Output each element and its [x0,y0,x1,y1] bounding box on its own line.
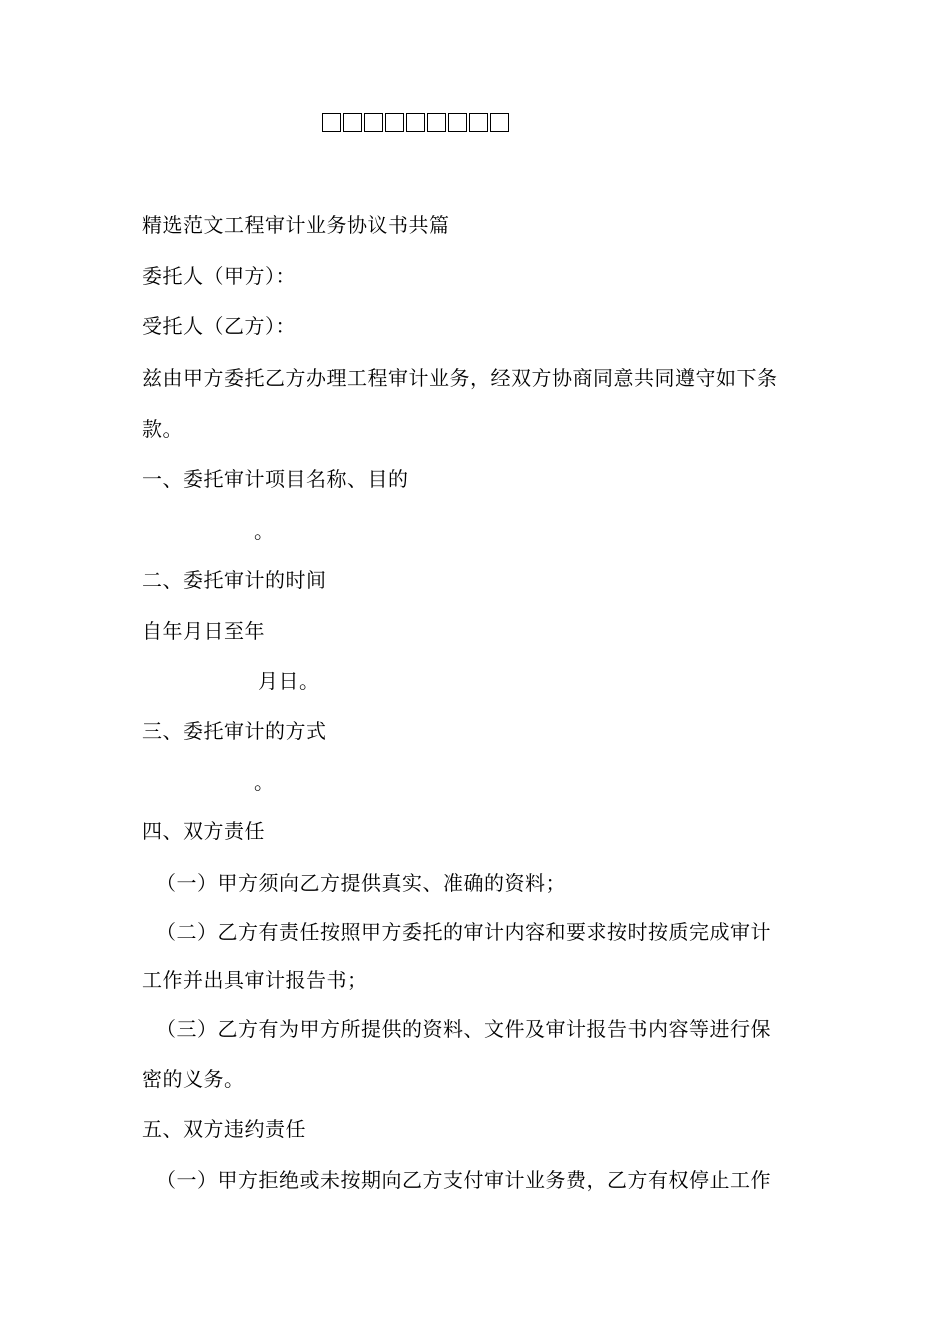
section-heading-4: 四、双方责任 [142,819,265,843]
audit-period-line: 自年月日至年 [142,619,265,643]
document-title-missing-glyphs [322,113,509,132]
section-heading-1: 一、委托审计项目名称、目的 [142,467,409,491]
client-party-a-line: 委托人（甲方）： [142,264,296,288]
clause-4-1: （一）甲方须向乙方提供真实、准确的资料； [156,871,566,895]
missing-glyph-box [343,113,362,132]
preamble-line: 兹由甲方委托乙方办理工程审计业务，经双方协商同意共同遵守如下条 [142,366,778,390]
section-3-blank-period: 。 [254,770,275,794]
missing-glyph-box [385,113,404,132]
preamble-line-end: 款。 [142,417,183,441]
clause-4-3: （三）乙方有为甲方所提供的资料、文件及审计报告书内容等进行保 [156,1017,771,1041]
subtitle-line: 精选范文工程审计业务协议书共篇 [142,213,450,237]
missing-glyph-box [322,113,341,132]
trustee-party-b-line: 受托人（乙方）： [142,314,296,338]
section-heading-2: 二、委托审计的时间 [142,568,327,592]
clause-4-3-continued: 密的义务。 [142,1067,245,1091]
clause-4-2-continued: 工作并出具审计报告书； [142,968,368,992]
missing-glyph-box [427,113,446,132]
missing-glyph-box [469,113,488,132]
missing-glyph-box [406,113,425,132]
audit-period-line-end: 月日。 [258,669,320,693]
section-heading-5: 五、双方违约责任 [142,1117,306,1141]
section-heading-3: 三、委托审计的方式 [142,719,327,743]
missing-glyph-box [490,113,509,132]
clause-5-1: （一）甲方拒绝或未按期向乙方支付审计业务费，乙方有权停止工作 [156,1168,771,1192]
missing-glyph-box [448,113,467,132]
section-1-blank-period: 。 [254,519,275,543]
clause-4-2: （二）乙方有责任按照甲方委托的审计内容和要求按时按质完成审计 [156,920,771,944]
missing-glyph-box [364,113,383,132]
